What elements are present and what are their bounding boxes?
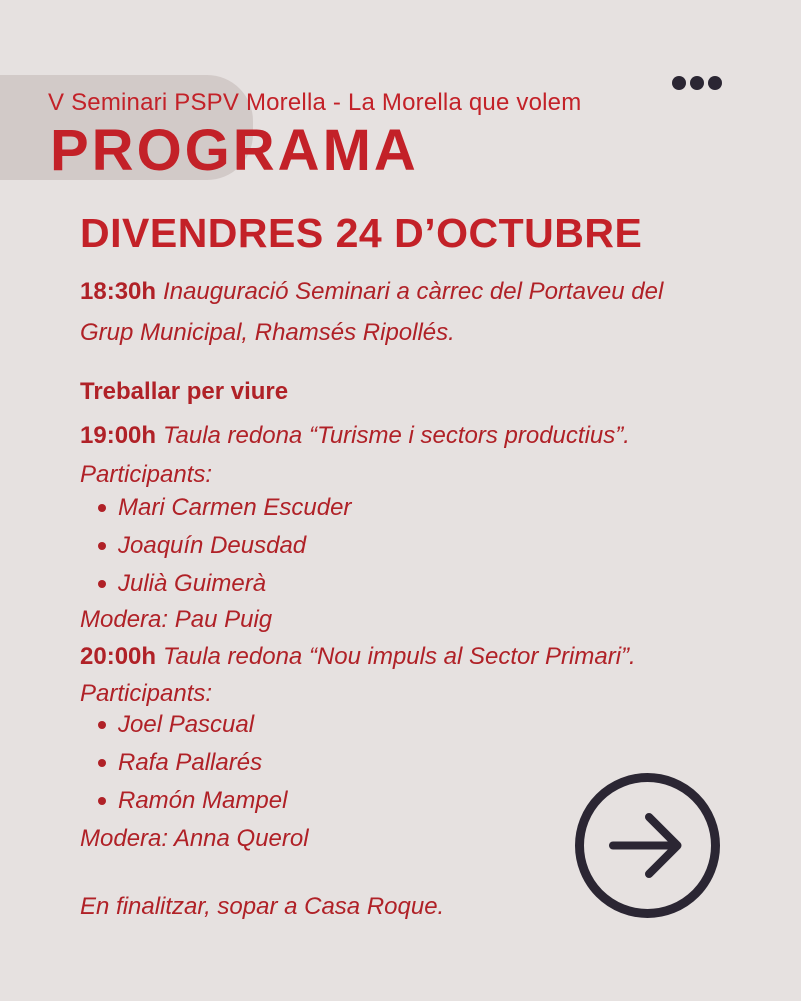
session-2-title: Taula redona “Nou impuls al Sector Primari”. — [163, 643, 636, 670]
next-page-button[interactable] — [574, 772, 721, 919]
session-1-time: 19:00h — [80, 422, 157, 449]
opening-description: Inauguració Seminari a càrrec del Portaveu del Grup Municipal, Rhamsés Ripollés. — [80, 278, 664, 346]
list-item: Ramón Mampel — [80, 782, 720, 820]
dot-icon — [690, 76, 704, 90]
dot-icon — [672, 76, 686, 90]
arrow-right-circle-icon — [574, 772, 721, 919]
page-title: PROGRAMA — [50, 118, 419, 183]
list-item: Joaquín Deusdad — [80, 527, 720, 565]
list-item: Mari Carmen Escuder — [80, 489, 720, 527]
session-1-headline — [80, 415, 720, 456]
session-1-moderator: Modera: Pau Puig — [80, 606, 273, 633]
day-heading: DIVENDRES 24 D’OCTUBRE — [80, 210, 643, 256]
event-kicker: V Seminari PSPV Morella - La Morella que volem — [48, 89, 582, 116]
session-2-participants-label: Participants: — [80, 680, 213, 707]
opening-time: 18:30h — [80, 278, 157, 305]
session-1-participants-list — [80, 489, 720, 603]
list-item: Joel Pascual — [80, 706, 720, 744]
session-2-time: 20:00h — [80, 643, 157, 670]
opening-item — [80, 271, 700, 353]
closing-note: En finalitzar, sopar a Casa Roque. — [80, 893, 445, 920]
session-1-participants-label: Participants: — [80, 461, 213, 488]
list-item: Julià Guimerà — [80, 565, 720, 603]
session-1-title: Taula redona “Turisme i sectors productius”. — [163, 422, 630, 449]
dot-icon — [708, 76, 722, 90]
section-title: Treballar per viure — [80, 378, 289, 405]
session-2-headline — [80, 636, 720, 677]
ellipsis-icon — [672, 76, 722, 90]
session-2-moderator: Modera: Anna Querol — [80, 825, 309, 852]
list-item: Rafa Pallarés — [80, 744, 720, 782]
